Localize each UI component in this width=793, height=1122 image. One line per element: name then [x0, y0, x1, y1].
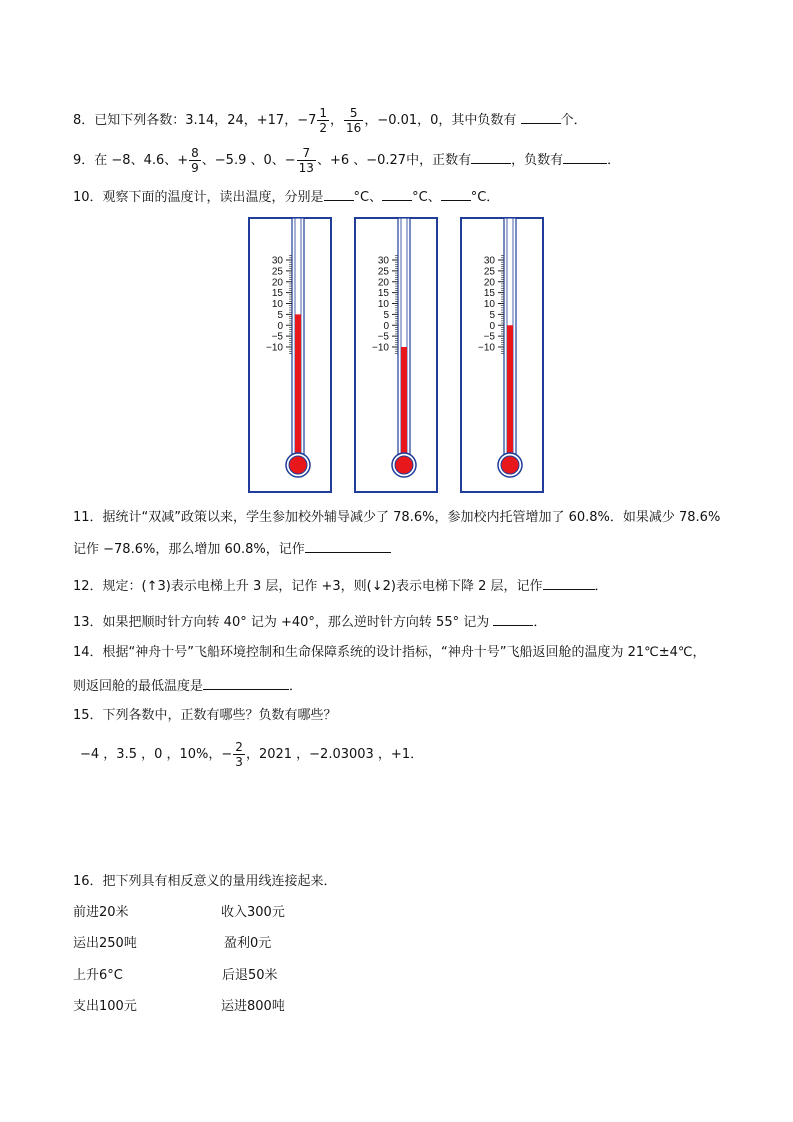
- q9-text-suffix: 、+6 、−0.27中，正数有: [316, 153, 472, 168]
- scale-label: 5: [383, 309, 389, 321]
- q15-numbers-prefix: −4 ，3.5 ，0 ，10%，−: [80, 747, 233, 762]
- q10-unit-3: °C．: [470, 190, 500, 205]
- question-11-line-2: [73, 538, 391, 560]
- scale-label: 25: [483, 266, 495, 278]
- q16-title: 16．把下列具有相反意义的量用线连接起来．: [73, 874, 337, 889]
- thermometer-frame: [249, 218, 331, 492]
- q9-fraction-1-denominator: 9: [191, 161, 199, 175]
- q9-fraction-2-numerator: 7: [297, 146, 316, 161]
- q16-left-item-4[interactable]: 支出100元: [73, 999, 137, 1014]
- bulb-mercury: [395, 456, 413, 474]
- q11-answer-blank[interactable]: [305, 538, 391, 553]
- thermometer-svg: [354, 217, 438, 493]
- q15-fraction-denominator: 3: [235, 755, 243, 769]
- scale-label: 5: [489, 309, 495, 321]
- scale-label: −10: [478, 342, 495, 354]
- q15-fraction-numerator: 2: [235, 740, 243, 754]
- q12-answer-blank[interactable]: [543, 575, 595, 590]
- scale-label: 30: [377, 255, 389, 267]
- q14-tail: ．: [289, 679, 303, 694]
- scale-label: −5: [377, 331, 389, 343]
- scale-label: −10: [266, 342, 283, 354]
- thermometer-frame: [461, 218, 543, 492]
- q15-fraction: [233, 740, 245, 769]
- question-9: [73, 146, 620, 175]
- q8-fraction-2: [344, 106, 363, 135]
- q10-text: 10．观察下面的温度计，读出温度，分别是: [73, 190, 324, 205]
- q12-text: 12．规定：(↑3)表示电梯上升 3 层，记作 +3，则(↓2)表示电梯下降 2 层，记作: [73, 579, 543, 594]
- q14-answer-blank[interactable]: [203, 675, 289, 690]
- scale-label: 10: [271, 299, 283, 310]
- q10-blank-2[interactable]: [382, 186, 412, 201]
- question-12: [73, 575, 608, 597]
- thermometer-3: [460, 217, 544, 493]
- q9-text-prefix: 9．在 −8、4.6、+: [73, 153, 189, 168]
- q16-right-item-1[interactable]: 收入300元: [221, 905, 285, 920]
- question-13: [73, 611, 546, 633]
- scale-label: −5: [271, 331, 283, 343]
- scale-label: 30: [271, 255, 283, 267]
- mercury-column: [401, 347, 407, 465]
- scale-label: 15: [377, 288, 389, 300]
- scale-label: 0: [489, 320, 495, 332]
- q15-numbers-suffix: ，2021 ，−2.03003 ，+1．: [245, 747, 424, 762]
- mercury-column: [507, 325, 513, 465]
- q8-tail: 个．: [560, 113, 587, 128]
- q8-mixed-number-whole: −7: [297, 113, 317, 128]
- q8-answer-blank[interactable]: [521, 109, 561, 124]
- thermometer-2: [354, 217, 438, 493]
- scale-label: 25: [271, 266, 283, 278]
- scale-label: 0: [277, 320, 283, 332]
- question-14-line-2: [73, 675, 302, 697]
- scale-label: 15: [271, 288, 283, 300]
- q16-left-item-2[interactable]: 运出250吨: [73, 936, 137, 951]
- q10-unit-1: °C、: [353, 190, 383, 205]
- q10-blank-3[interactable]: [441, 186, 471, 201]
- q8-text-prefix: 8．已知下列各数：3.14，24，+17，: [73, 113, 298, 128]
- q8-fraction-1-numerator: 1: [319, 106, 328, 120]
- thermometer-svg: [460, 217, 544, 493]
- q15-title: 15．下列各数中，正数有哪些？负数有哪些？: [73, 708, 337, 723]
- q16-left-item-1[interactable]: 前进20米: [73, 905, 129, 920]
- bulb-mercury: [289, 456, 307, 474]
- scale-label: 30: [483, 255, 495, 267]
- question-11-line-1: [73, 508, 720, 528]
- q8-fraction-1: [317, 106, 329, 135]
- question-10: [73, 186, 499, 208]
- q11-text-1: 11．据统计“双减”政策以来，学生参加校外辅导减少了 78.6%，参加校内托管增加了 60.8%．如果减少 78.6%: [73, 510, 721, 525]
- q16-right-item-3[interactable]: 后退50米: [222, 968, 278, 983]
- q9-positive-blank[interactable]: [471, 149, 511, 164]
- q9-fraction-1: [189, 146, 201, 175]
- scale-label: 25: [377, 266, 389, 278]
- question-14-line-1: [73, 643, 706, 663]
- q8-fraction-2-denominator: 16: [346, 121, 362, 135]
- scale-label: −10: [372, 342, 389, 354]
- thermometer-svg: [248, 217, 332, 493]
- question-16-title: [73, 872, 337, 892]
- q13-tail: ．: [533, 615, 547, 630]
- q8-text-suffix: ，−0.01，0，其中负数有: [364, 113, 517, 128]
- scale-label: 5: [277, 309, 283, 321]
- q8-fraction-2-numerator: 5: [344, 106, 363, 121]
- q14-text-2: 则返回舱的最低温度是: [73, 679, 204, 694]
- scale-label: −5: [483, 331, 495, 343]
- bulb-mercury: [501, 456, 519, 474]
- q14-text-1: 14．根据“神舟十号”飞船环境控制和生命保障系统的设计指标，“神舟十号”飞船返回舱的温度为 21℃±4℃，: [73, 645, 706, 660]
- q9-tail: ．: [607, 153, 621, 168]
- scale-label: 15: [483, 288, 495, 300]
- scale-label: 20: [483, 277, 495, 289]
- q12-tail: ．: [594, 579, 608, 594]
- q9-text-middle: 、−5.9 、0、−: [201, 153, 296, 168]
- question-8: [73, 106, 587, 135]
- q13-answer-blank[interactable]: [493, 611, 533, 626]
- thermometer-frame: [355, 218, 437, 492]
- question-15-title: [73, 706, 337, 726]
- q8-fraction-1-denominator: 2: [319, 121, 328, 135]
- scale-label: 20: [271, 277, 283, 289]
- q9-fraction-2: [297, 146, 316, 175]
- mercury-column: [295, 314, 301, 465]
- q9-negative-blank[interactable]: [563, 149, 607, 164]
- q10-blank-1[interactable]: [324, 186, 354, 201]
- question-15-numbers: [80, 740, 423, 769]
- q16-left-item-3[interactable]: 上升6°C: [73, 968, 123, 983]
- scale-label: 0: [383, 320, 389, 332]
- q9-text-negative: ，负数有: [511, 153, 564, 168]
- thermometer-1: [248, 217, 332, 493]
- q16-right-item-2[interactable]: 盈利0元: [224, 936, 272, 951]
- scale-label: 20: [377, 277, 389, 289]
- q9-fraction-1-numerator: 8: [191, 146, 199, 160]
- q16-right-item-4[interactable]: 运进800吨: [221, 999, 285, 1014]
- scale-label: 10: [483, 299, 495, 310]
- q13-text: 13．如果把顺时针方向转 40° 记为 +40°，那么逆时针方向转 55° 记为: [73, 615, 490, 630]
- q9-fraction-2-denominator: 13: [298, 161, 314, 175]
- scale-label: 10: [377, 299, 389, 310]
- q8-separator: ，: [330, 113, 344, 128]
- q10-unit-2: °C、: [412, 190, 441, 205]
- q11-text-2: 记作 −78.6%，那么增加 60.8%，记作: [73, 542, 305, 557]
